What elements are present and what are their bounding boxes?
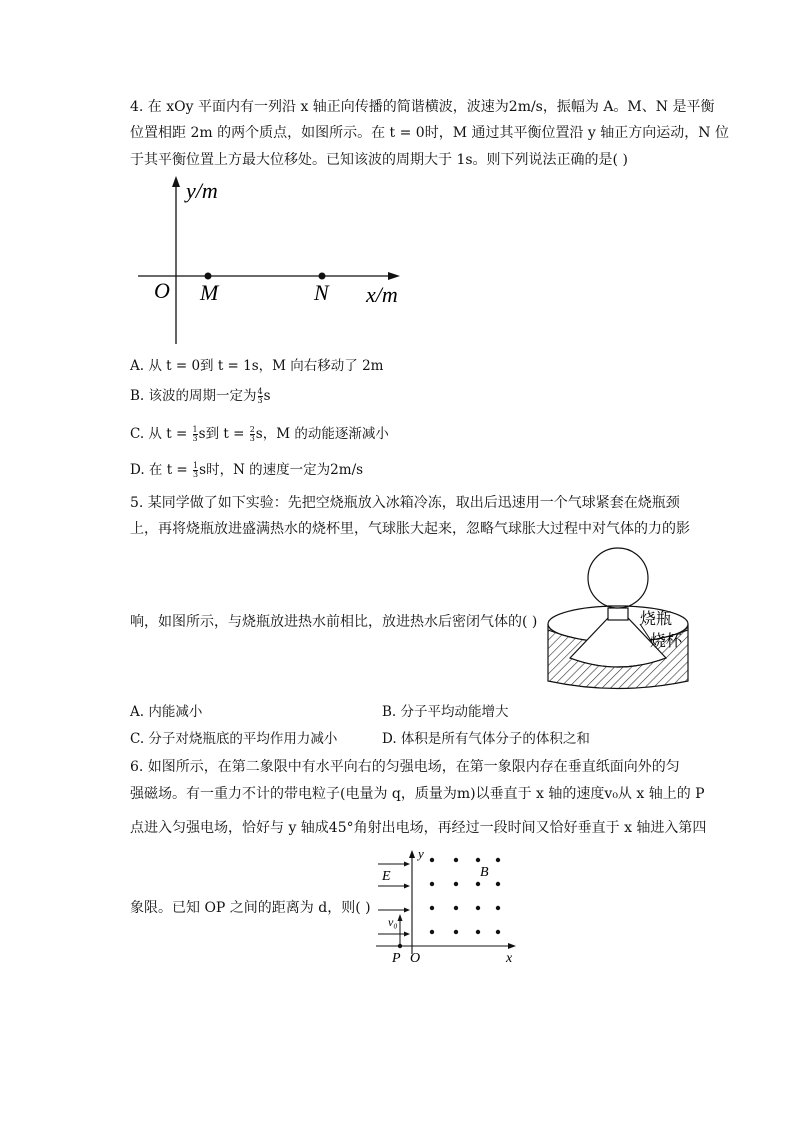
beaker-label: 烧杯: [650, 633, 683, 650]
q4-option-d-end: s时，N 的速度一定为2m/s: [199, 462, 364, 478]
point-p-dot: [398, 944, 402, 948]
y-axis-label: y/m: [186, 178, 218, 203]
denominator: 3: [193, 470, 199, 479]
point-n-label: N: [314, 280, 329, 305]
field-b-label: B: [480, 865, 489, 880]
q6-line-2: 强磁场。有一重力不计的带电粒子(电量为 q，质量为m)以垂直于 x 轴的速度v₀从 x 轴上的 P: [130, 786, 705, 802]
q4-option-d-text: D. 在 t =: [130, 462, 193, 478]
x-axis-label: x: [506, 951, 513, 966]
q4-option-c: [130, 424, 389, 444]
q5-option-c: C. 分子对烧瓶底的平均作用力减小: [130, 731, 338, 747]
q4-option-a: A. 从 t = 0到 t = 1s，M 向右移动了 2m: [130, 358, 384, 374]
balloon: [588, 548, 648, 608]
q5-flask-figure: [540, 546, 700, 694]
fraction: [258, 388, 263, 405]
velocity-label: v₀: [388, 915, 398, 929]
q4-option-c-text: C. 从 t =: [130, 426, 192, 442]
fraction: [193, 426, 198, 443]
flask-label: 烧瓶: [640, 611, 673, 628]
denominator: 3: [257, 396, 263, 405]
denominator: 3: [192, 434, 198, 443]
point-p-label: P: [392, 951, 401, 966]
q6-line-4: 象限。已知 OP 之间的距离为 d，则( ): [130, 900, 371, 916]
q4-line-1: 4. 在 xOy 平面内有一列沿 x 轴正向传播的简谐横波，波速为2m/s，振幅为 A。M、N 是平衡: [130, 99, 715, 115]
q4-option-c-end: s，M 的动能逐渐减小: [255, 426, 389, 442]
q5-line-3: 响，如图所示，与烧瓶放进热水前相比，放进热水后密闭气体的( ): [130, 614, 538, 630]
q4-option-d: [130, 460, 363, 480]
q4-option-c-mid: s到 t =: [198, 426, 249, 442]
point-n-dot: [319, 273, 326, 280]
y-axis-label: y: [418, 846, 424, 861]
point-m-dot: [205, 273, 212, 280]
q4-line-3: 于其平衡位置上方最大位移处。已知该波的周期大于 1s。则下列说法正确的是( ): [130, 152, 628, 168]
q6-line-3: 点进入匀强电场，恰好与 y 轴成45°角射出电场，再经过一段时间又恰好垂直于 x 轴进入第四: [130, 820, 707, 836]
numerator: 1: [193, 461, 199, 470]
q5-line-2: 上，再将烧瓶放进盛满热水的烧杯里，气球胀大起来，忽略气球胀大过程中对气体的力的影: [130, 521, 690, 537]
q5-option-d: D. 体积是所有气体分子的体积之和: [382, 731, 590, 747]
q6-line-1: 6. 如图所示，在第二象限中有水平向右的匀强电场，在第一象限内存在垂直纸面向外的匀: [130, 759, 680, 775]
field-e-label: E: [382, 869, 391, 884]
q4-option-b-unit: s: [263, 388, 271, 404]
q4-wave-figure: [130, 172, 420, 352]
fraction: [193, 462, 198, 479]
q5-option-b: B. 分子平均动能增大: [382, 704, 509, 720]
q4-line-2: 位置相距 2m 的两个质点，如图所示。在 t = 0时，M 通过其平衡位置沿 y 轴正方向运动，N 位: [130, 125, 729, 141]
numerator: 1: [192, 425, 198, 434]
x-axis-label: x/m: [366, 282, 398, 307]
point-m-label: M: [200, 280, 219, 305]
q4-option-b: [130, 386, 271, 406]
origin-label: O: [410, 951, 421, 966]
q5-option-a: A. 内能减小: [130, 704, 203, 720]
q5-line-1: 5. 某同学做了如下实验：先把空烧瓶放入冰箱冷冻，取出后迅速用一个气球紧套在烧瓶颈: [130, 495, 680, 511]
numerator: 4: [257, 387, 263, 396]
fraction: [250, 426, 255, 443]
q4-option-b-text: B. 该波的周期一定为: [130, 388, 257, 404]
origin-label: O: [154, 278, 170, 303]
magnetic-field-dots: [430, 858, 500, 934]
numerator: 2: [249, 425, 255, 434]
q6-field-figure: [370, 846, 520, 968]
denominator: 3: [249, 434, 255, 443]
